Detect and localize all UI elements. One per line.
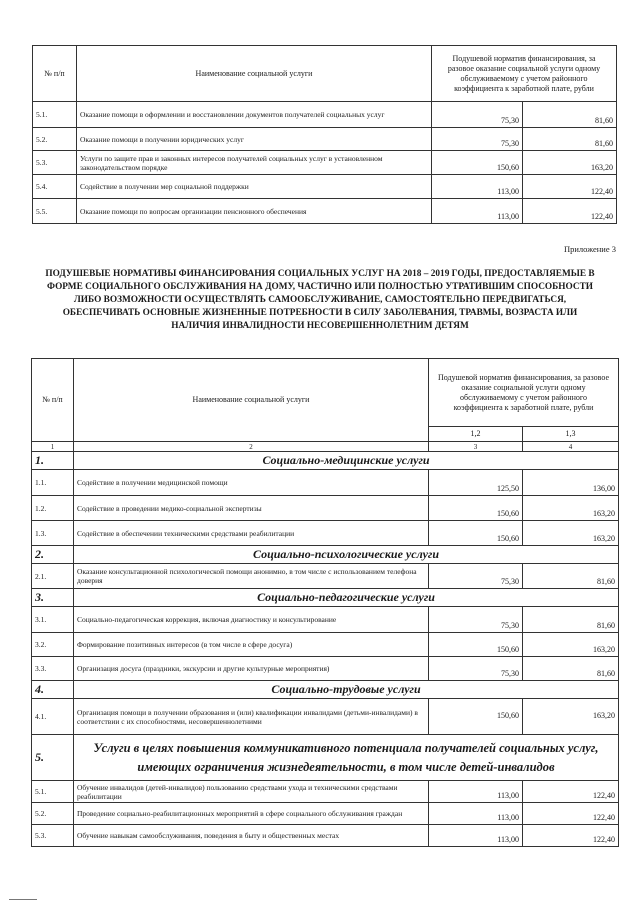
column-index: 4	[523, 442, 619, 452]
row-number: 2.1.	[32, 564, 74, 589]
row-value-2: 122,40	[523, 803, 619, 825]
table-row	[33, 175, 617, 199]
column-header-number: № п/п	[32, 359, 74, 442]
row-value-2: 163,20	[523, 496, 619, 521]
row-number: 5.5.	[33, 199, 77, 224]
column-header-number: № п/п	[33, 46, 77, 102]
row-value-1: 75,30	[432, 102, 523, 128]
table-row	[33, 199, 617, 224]
row-service-name: Услуги по защите прав и законных интересов получателей социальных услуг в установленном законодательством порядке	[77, 151, 432, 175]
section-title: Социально-психологические услуги	[74, 546, 619, 564]
row-service-name: Оказание помощи в получении юридических услуг	[77, 128, 432, 151]
row-value-1: 113,00	[432, 175, 523, 199]
section-number: 1.	[32, 452, 74, 470]
row-value-2: 136,00	[523, 470, 619, 496]
column-header-norm: Подушевой норматив финансирования, за разовое оказание социальной услуги одному обслуживаемому с учетом районного коэффициента к заработной плате, рубли	[432, 46, 617, 102]
column-header-norm: Подушевой норматив финансирования, за разовое оказание социальной услуги одному обслуживаемому с учетом районного коэффициента к заработной плате, рубли	[429, 359, 619, 427]
row-value-1: 150,60	[429, 699, 523, 735]
table-row	[32, 496, 619, 521]
row-service-name: Организация помощи в получении образования и (или) квалификации инвалидами (детьми-инвалидами) в соответствии с их способностями, несовершеннолетними	[74, 699, 429, 735]
row-value-1: 150,60	[429, 633, 523, 657]
row-service-name: Оказание помощи по вопросам организации пенсионного обеспечения	[77, 199, 432, 224]
row-value-1: 125,50	[429, 470, 523, 496]
row-number: 5.3.	[33, 151, 77, 175]
row-service-name: Формирование позитивных интересов (в том числе в сфере досуга)	[74, 633, 429, 657]
row-service-name: Содействие в проведении медико-социальной экспертизы	[74, 496, 429, 521]
row-number: 5.2.	[33, 128, 77, 151]
row-number: 5.2.	[32, 803, 74, 825]
row-number: 3.3.	[32, 657, 74, 681]
row-value-2: 81,60	[523, 128, 617, 151]
row-value-2: 81,60	[523, 564, 619, 589]
row-value-1: 75,30	[429, 564, 523, 589]
table-row	[32, 521, 619, 546]
section-number: 2.	[32, 546, 74, 564]
table-row	[32, 699, 619, 735]
row-value-2: 163,20	[523, 151, 617, 175]
section-title: Социально-педагогические услуги	[74, 589, 619, 607]
row-service-name: Оказание помощи в оформлении и восстановлении документов получателей социальных услуг	[77, 102, 432, 128]
coefficient-1: 1,2	[429, 427, 523, 442]
table-row	[32, 657, 619, 681]
table-row	[33, 151, 617, 175]
row-value-2: 122,40	[523, 781, 619, 803]
row-number: 5.4.	[33, 175, 77, 199]
services-norms-table	[31, 358, 619, 847]
row-value-2: 163,20	[523, 699, 619, 735]
row-number: 5.1.	[32, 781, 74, 803]
table-row	[32, 607, 619, 633]
row-value-1: 75,30	[429, 607, 523, 633]
table-row	[32, 825, 619, 847]
row-service-name: Оказание консультационной психологической помощи анонимно, в том числе с использованием телефона доверия	[74, 564, 429, 589]
row-number: 1.3.	[32, 521, 74, 546]
row-value-1: 75,30	[432, 128, 523, 151]
row-value-1: 113,00	[429, 781, 523, 803]
table-row	[33, 102, 617, 128]
row-value-2: 122,40	[523, 825, 619, 847]
row-service-name: Организация досуга (праздники, экскурсии и другие культурные мероприятия)	[74, 657, 429, 681]
row-value-1: 150,60	[432, 151, 523, 175]
section-header	[32, 546, 619, 564]
table-row	[33, 128, 617, 151]
section-title: Социально-трудовые услуги	[74, 681, 619, 699]
section-number: 3.	[32, 589, 74, 607]
table-row	[32, 803, 619, 825]
row-number: 5.3.	[32, 825, 74, 847]
column-index: 3	[429, 442, 523, 452]
row-service-name: Проведение социально-реабилитационных мероприятий в сфере социального обслуживания граждан	[74, 803, 429, 825]
section-header	[32, 735, 619, 781]
section-header	[32, 452, 619, 470]
column-index: 1	[32, 442, 74, 452]
row-value-1: 150,60	[429, 496, 523, 521]
section-title: Социально-медицинские услуги	[74, 452, 619, 470]
appendix-label: Приложение 3	[564, 244, 616, 254]
table-row	[32, 633, 619, 657]
section-number: 4.	[32, 681, 74, 699]
row-value-1: 150,60	[429, 521, 523, 546]
row-value-2: 81,60	[523, 657, 619, 681]
row-number: 5.1.	[33, 102, 77, 128]
row-service-name: Обучение инвалидов (детей-инвалидов) пользованию средствами ухода и техническими средствами реабилитации	[74, 781, 429, 803]
row-value-2: 81,60	[523, 102, 617, 128]
row-number: 1.2.	[32, 496, 74, 521]
column-header-service-name: Наименование социальной услуги	[74, 359, 429, 442]
row-value-1: 113,00	[429, 825, 523, 847]
row-value-1: 75,30	[429, 657, 523, 681]
row-number: 3.1.	[32, 607, 74, 633]
table-row	[32, 470, 619, 496]
row-number: 1.1.	[32, 470, 74, 496]
row-service-name: Содействие в получении мер социальной поддержки	[77, 175, 432, 199]
row-value-2: 122,40	[523, 199, 617, 224]
section-header	[32, 589, 619, 607]
column-header-service-name: Наименование социальной услуги	[77, 46, 432, 102]
section-number: 5.	[32, 735, 74, 781]
row-service-name: Содействие в получении медицинской помощи	[74, 470, 429, 496]
row-number: 3.2.	[32, 633, 74, 657]
table-row	[32, 781, 619, 803]
row-number: 4.1.	[32, 699, 74, 735]
table-row	[32, 564, 619, 589]
row-value-2: 122,40	[523, 175, 617, 199]
document-heading: ПОДУШЕВЫЕ НОРМАТИВЫ ФИНАНСИРОВАНИЯ СОЦИАЛЬНЫХ УСЛУГ НА 2018 – 2019 ГОДЫ, ПРЕДОСТАВЛЯЕМЫЕ В ФОРМЕ СОЦИАЛЬНОГО ОБСЛУЖИВАНИЯ НА ДОМУ, ЧАСТИЧНО ИЛИ ПОЛНОСТЬЮ УТРАТИВШИМ СПОСОБНОСТИ ЛИБО ВОЗМОЖНОСТИ ОСУЩЕСТВЛЯТЬ САМООБСЛУЖИВАНИЕ, САМОСТОЯТЕЛЬНО ПЕРЕДВИГАТЬСЯ, ОБЕСПЕЧИВАТЬ ОСНОВНЫЕ ЖИЗНЕННЫЕ ПОТРЕБНОСТИ В СИЛУ ЗАБОЛЕВАНИЯ, ТРАВМЫ, ВОЗРАСТА ИЛИ НАЛИЧИЯ ИНВАЛИДНОСТИ НЕСОВЕРШЕННОЛЕТНИМ ДЕТЯМ	[45, 269, 595, 331]
column-index: 2	[74, 442, 429, 452]
row-value-1: 113,00	[432, 199, 523, 224]
section-header	[32, 681, 619, 699]
row-service-name: Социально-педагогическая коррекция, включая диагностику и консультирование	[74, 607, 429, 633]
footer-rule	[9, 899, 37, 900]
row-value-2: 163,20	[523, 521, 619, 546]
coefficient-2: 1,3	[523, 427, 619, 442]
row-value-2: 163,20	[523, 633, 619, 657]
row-service-name: Содействие в обеспечении техническими средствами реабилитации	[74, 521, 429, 546]
section-title: Услуги в целях повышения коммуникативного потенциала получателей социальных услуг, имеющих ограничения жизнедеятельности, в том числе детей-инвалидов	[74, 735, 619, 781]
row-value-2: 81,60	[523, 607, 619, 633]
row-service-name: Обучение навыкам самообслуживания, поведения в быту и общественных местах	[74, 825, 429, 847]
row-value-1: 113,00	[429, 803, 523, 825]
services-table-continued	[32, 45, 617, 224]
